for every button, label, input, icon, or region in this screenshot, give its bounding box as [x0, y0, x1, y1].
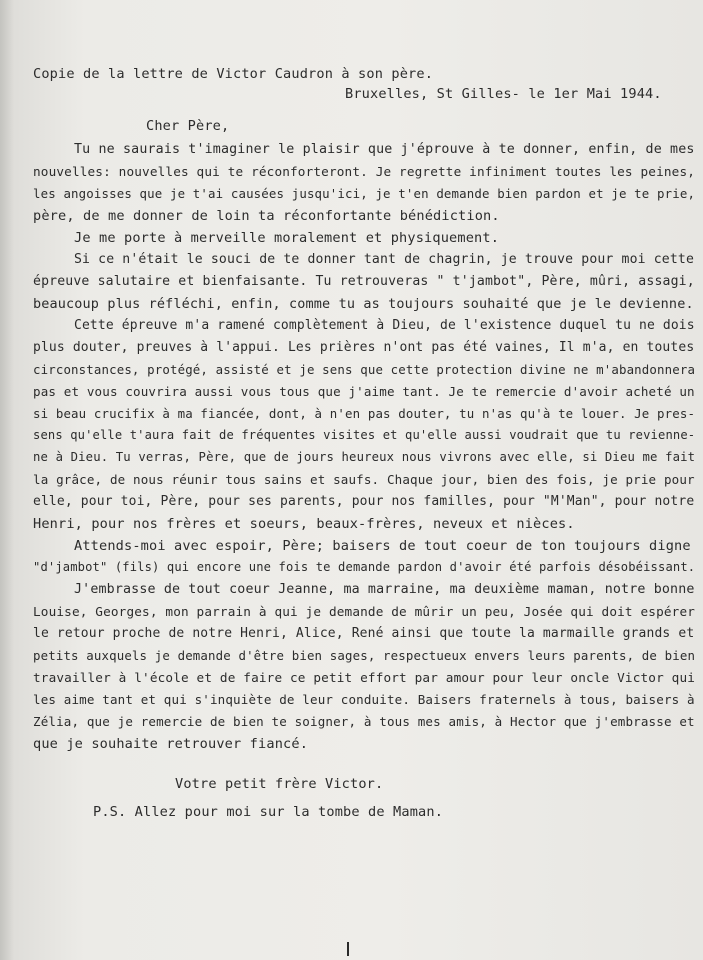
body-line: Tu ne saurais t'imaginer le plaisir que j'éprouve à te donner, enfin, de mes	[74, 142, 695, 157]
place-date: Bruxelles, St Gilles- le 1er Mai 1944.	[345, 86, 662, 102]
body-line: Zélia, que je remercie de bien te soigner, à tous mes amis, à Hector que j'embrasse et	[33, 714, 695, 729]
body-line: "d'jambot" (fils) qui encore une fois te demande pardon d'avoir été parfois désobéissant.	[33, 560, 696, 574]
body-line: père, de me donner de loin ta réconfortante bénédiction.	[33, 208, 500, 224]
body-line: Si ce n'était le souci de te donner tant de chagrin, je trouve pour moi cette	[74, 252, 694, 267]
body-line: le retour proche de notre Henri, Alice, René ainsi que toute la marmaille grands et	[33, 626, 695, 641]
body-line: Je me porte à merveille moralement et physiquement.	[74, 230, 500, 246]
letter-header: Copie de la lettre de Victor Caudron à son père.	[33, 66, 434, 82]
body-line: la grâce, de nous réunir tous sains et saufs. Chaque jour, bien des fois, je prie pour	[33, 472, 695, 487]
body-line: nouvelles: nouvelles qui te réconforteront. Je regrette infiniment toutes les peines,	[33, 164, 696, 179]
body-line: épreuve salutaire et bienfaisante. Tu retrouveras " t'jambot", Père, mûri, assagi,	[33, 274, 695, 289]
body-line: pas et vous couvrira aussi vous tous que j'aime tant. Je te remercie d'avoir acheté un	[33, 384, 695, 399]
body-line: sens qu'elle t'aura fait de fréquentes visites et qu'elle aussi voudrait que tu revienne-	[33, 428, 696, 442]
body-line: elle, pour toi, Père, pour ses parents, pour nos familles, pour "M'Man", pour notre	[33, 494, 695, 509]
closing: Votre petit frère Victor.	[175, 776, 384, 792]
body-line: ne à Dieu. Tu verras, Père, que de jours heureux nous vivrons avec elle, si Dieu me fait	[33, 450, 696, 464]
postscript: P.S. Allez pour moi sur la tombe de Maman.	[93, 804, 444, 820]
body-line: si beau crucifix à ma fiancée, dont, à n'en pas douter, tu n'as qu'à te louer. Je pres-	[33, 406, 696, 421]
body-line: beaucoup plus réfléchi, enfin, comme tu as toujours souhaité que je le devienne.	[33, 296, 694, 312]
body-line: plus douter, preuves à l'appui. Les prières n'ont pas été vaines, Il m'a, en toutes	[33, 340, 695, 355]
body-line: Henri, pour nos frères et soeurs, beaux-frères, neveux et nièces.	[33, 516, 575, 532]
body-line: J'embrasse de tout coeur Jeanne, ma marraine, ma deuxième maman, notre bonne	[74, 582, 695, 597]
salutation: Cher Père,	[146, 118, 230, 134]
body-line: travailler à l'école et de faire ce petit effort par amour pour leur oncle Victor qui	[33, 670, 696, 685]
body-line: Cette épreuve m'a ramené complètement à Dieu, de l'existence duquel tu ne dois	[74, 318, 695, 333]
body-line: les aime tant et qui s'inquiète de leur conduite. Baisers fraternels à tous, baisers à	[33, 692, 695, 707]
body-line: circonstances, protégé, assisté et je sens que cette protection divine ne m'abandonnera	[33, 362, 696, 377]
body-line: que je souhaite retrouver fiancé.	[33, 736, 309, 752]
body-line: Attends-moi avec espoir, Père; baisers de tout coeur de ton toujours digne	[74, 538, 691, 554]
body-line: Louise, Georges, mon parrain à qui je demande de mûrir un peu, Josée qui doit espérer	[33, 604, 696, 619]
page-edge-shadow	[0, 0, 14, 960]
body-line: les angoisses que je t'ai causées jusqu'ici, je t'en demande bien pardon et je te prie,	[33, 186, 696, 201]
stray-mark	[347, 942, 349, 956]
body-line: petits auxquels je demande d'être bien sages, respectueux envers leurs parents, de bien	[33, 648, 696, 663]
